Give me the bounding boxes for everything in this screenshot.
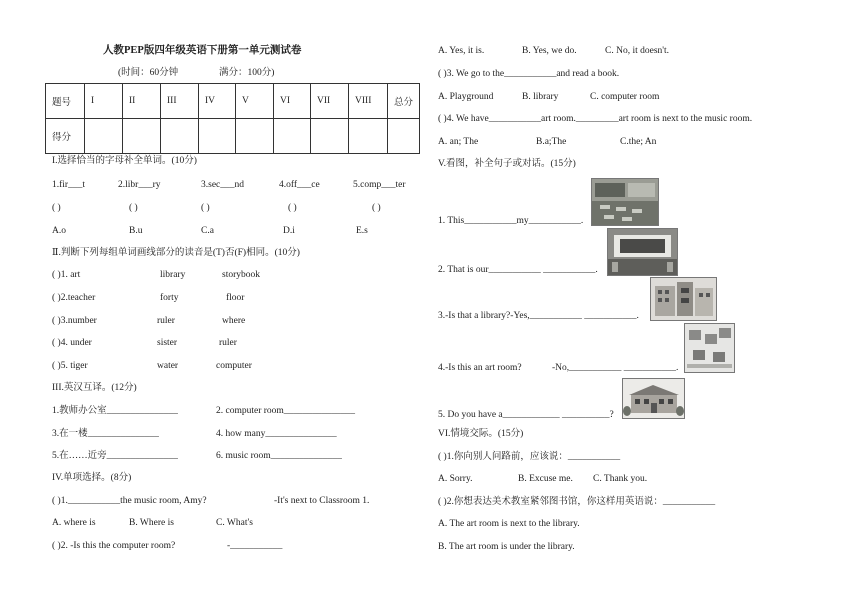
section-6-heading: VI.情境交际。(15分): [438, 429, 524, 439]
mc-option: B. library: [522, 92, 559, 102]
answer-blank[interactable]: ( ): [52, 203, 61, 213]
score-cell: 得分: [46, 119, 85, 154]
word-item: 2.libr___ry: [118, 180, 161, 190]
pronunciation-item: ( )3.number: [52, 316, 97, 326]
picture-sentence: 3.-Is that a library?-Yes,___________ ___________.: [438, 311, 639, 321]
pronunciation-item: ( )4. under: [52, 338, 92, 348]
pronunciation-word: storybook: [222, 270, 260, 280]
situation-question: ( )2.你想表达美术教室紧邻图书馆，你这样用英语说：___________: [438, 497, 716, 507]
score-cell: V: [236, 84, 274, 119]
score-input-cell[interactable]: [123, 119, 161, 154]
option-letter: D.i: [283, 226, 295, 236]
mc-question: ( )4. We have___________art room._________art room is next to the music room.: [438, 114, 753, 124]
score-input-cell[interactable]: [85, 119, 123, 154]
situation-option: A. The art room is next to the library.: [438, 519, 580, 529]
picture-sentence: 2. That is our___________ ___________.: [438, 265, 598, 275]
score-cell: II: [123, 84, 161, 119]
score-input-cell[interactable]: [274, 119, 311, 154]
mc-question-response: -___________: [227, 541, 283, 551]
score-cell: 题号: [46, 84, 85, 119]
pronunciation-word: where: [222, 316, 246, 326]
pronunciation-word: ruler: [219, 338, 237, 348]
translation-item: 3.在一楼_______________: [52, 429, 159, 439]
score-input-cell[interactable]: [388, 119, 420, 154]
score-cell: VIII: [349, 84, 388, 119]
mc-question: ( )2. -Is this the computer room?: [52, 541, 176, 551]
option-letter: E.s: [356, 226, 368, 236]
translation-item: 6. music room_______________: [216, 451, 342, 461]
section-3-heading: III.英汉互译。(12分): [52, 383, 137, 393]
translation-item: 5.在……近旁_______________: [52, 451, 178, 461]
score-input-cell[interactable]: [199, 119, 236, 154]
picture-sentence: 4.-Is this an art room?: [438, 363, 522, 373]
mc-option: A. where is: [52, 518, 96, 528]
mc-option: C.the; An: [620, 137, 657, 147]
score-input-cell[interactable]: [161, 119, 199, 154]
mc-option: A. Playground: [438, 92, 494, 102]
score-input-cell[interactable]: [349, 119, 388, 154]
pronunciation-item: ( )5. tiger: [52, 361, 88, 371]
score-input-cell[interactable]: [236, 119, 274, 154]
mc-option: B. Where is: [129, 518, 174, 528]
picture-sentence-response: -No,___________ ___________.: [552, 363, 679, 373]
picture-sentence: 1. This___________my___________.: [438, 216, 584, 226]
mc-question: ( )1.___________the music room, Amy?: [52, 496, 207, 506]
score-table: [45, 83, 420, 154]
section-2-heading: Ⅱ.判断下列每组单词画线部分的读音是(T)否(F)相同。(10分): [52, 248, 300, 258]
pronunciation-item: ( )1. art: [52, 270, 81, 280]
answer-blank[interactable]: ( ): [372, 203, 381, 213]
pronunciation-word: ruler: [157, 316, 175, 326]
section-4-heading: IV.单项选择。(8分): [52, 473, 132, 483]
answer-blank[interactable]: ( ): [201, 203, 210, 213]
pronunciation-word: floor: [226, 293, 245, 303]
classroom-photo: [591, 178, 659, 226]
school-building-photo: [622, 378, 685, 419]
situation-option: A. Sorry.: [438, 474, 473, 484]
word-item: 4.off___ce: [279, 180, 320, 190]
score-cell: VI: [274, 84, 311, 119]
situation-option: B. The art room is under the library.: [438, 542, 575, 552]
mc-question-response: -It's next to Classroom 1.: [274, 496, 370, 506]
page-title: 人教PEP版四年级英语下册第一单元测试卷: [103, 45, 302, 56]
answer-blank[interactable]: ( ): [288, 203, 297, 213]
mc-option: B.a;The: [536, 137, 567, 147]
mc-option: A. Yes, it is.: [438, 46, 485, 56]
translation-item: 2. computer room_______________: [216, 406, 356, 416]
pronunciation-word: library: [160, 270, 186, 280]
pronunciation-word: computer: [216, 361, 252, 371]
pronunciation-word: sister: [157, 338, 178, 348]
pronunciation-item: ( )2.teacher: [52, 293, 96, 303]
translation-item: 4. how many_______________: [216, 429, 337, 439]
word-item: 3.sec___nd: [201, 180, 245, 190]
option-letter: C.a: [201, 226, 214, 236]
pronunciation-word: water: [157, 361, 179, 371]
situation-option: C. Thank you.: [593, 474, 648, 484]
mc-question: ( )3. We go to the___________and read a book.: [438, 69, 620, 79]
computer-room-photo: [684, 323, 735, 373]
section-5-heading: V.看图，补全句子或对话。(15分): [438, 159, 576, 169]
full-score: 满分：100分): [219, 68, 275, 78]
time-limit: (时间：60分钟: [118, 68, 179, 78]
word-item: 1.fir___t: [52, 180, 85, 190]
hall-photo: [607, 228, 678, 276]
option-letter: A.o: [52, 226, 66, 236]
picture-sentence: 5. Do you have a____________ __________?: [438, 410, 614, 420]
score-table-header-row: [46, 84, 420, 119]
score-cell: I: [85, 84, 123, 119]
situation-option: B. Excuse me.: [518, 474, 573, 484]
mc-option: C. No, it doesn't.: [605, 46, 669, 56]
mc-option: A. an; The: [438, 137, 479, 147]
score-cell: III: [161, 84, 199, 119]
section-1-heading: I.选择恰当的字母补全单词。(10分): [52, 156, 197, 166]
library-photo: [650, 277, 717, 321]
word-item: 5.comp___ter: [353, 180, 406, 190]
score-cell: VII: [311, 84, 349, 119]
mc-option: B. Yes, we do.: [522, 46, 577, 56]
score-cell: IV: [199, 84, 236, 119]
translation-item: 1.教师办公室_______________: [52, 406, 178, 416]
score-input-cell[interactable]: [311, 119, 349, 154]
situation-question: ( )1.你向别人问路前，应该说：___________: [438, 452, 621, 462]
score-cell: 总分: [388, 84, 420, 119]
pronunciation-word: forty: [160, 293, 179, 303]
option-letter: B.u: [129, 226, 143, 236]
score-table-score-row: [46, 119, 420, 154]
mc-option: C. computer room: [590, 92, 660, 102]
answer-blank[interactable]: ( ): [129, 203, 138, 213]
mc-option: C. What's: [216, 518, 253, 528]
